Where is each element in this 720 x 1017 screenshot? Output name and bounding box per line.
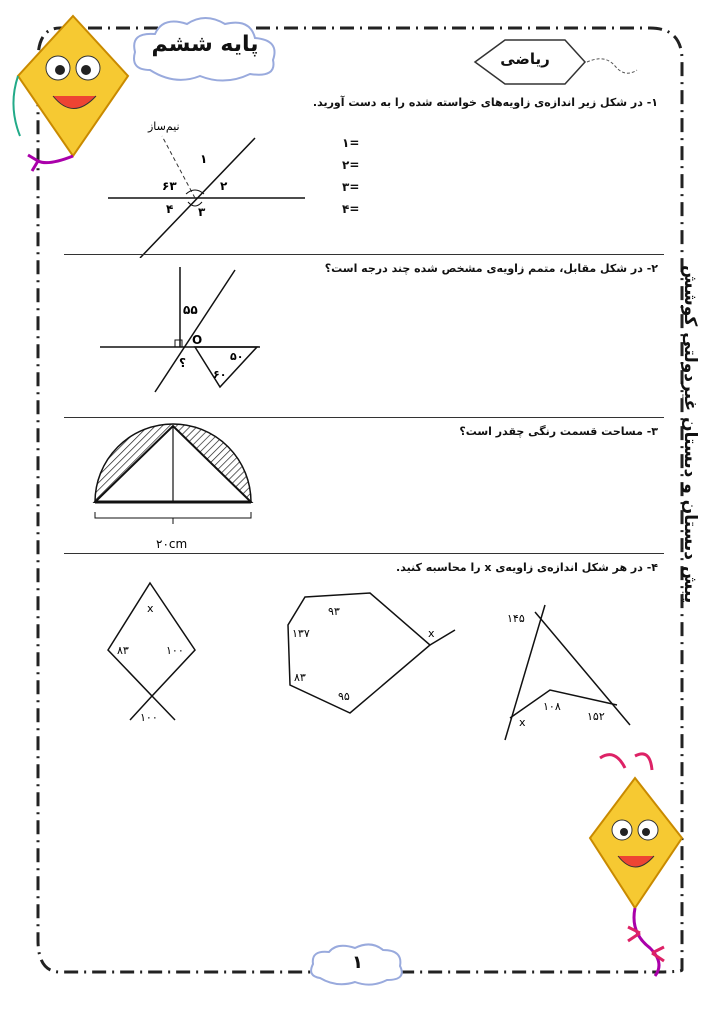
q1-answer-4: ۴= (342, 202, 360, 216)
q4b-angle-83: ۸۳ (294, 671, 306, 684)
q4b-angle-137: ۱۳۷ (292, 627, 310, 640)
q4a-unknown: x (147, 602, 154, 615)
q1-angle-63: ۶۳ (162, 179, 177, 193)
q4a-angle-100-right: ۱۰۰ (166, 644, 184, 657)
separator-2 (64, 417, 664, 418)
q4c-angle-108: ۱۰۸ (543, 700, 561, 713)
q4b-angle-95: ۹۵ (338, 690, 350, 703)
q2-figure (95, 262, 275, 402)
q4b-angle-93: ۹۳ (328, 605, 340, 618)
q4c-angle-152: ۱۵۲ (587, 710, 605, 723)
q4-figure-b (280, 585, 460, 715)
q1-label-bisector: نیم‌ساز (148, 120, 180, 133)
q3-dimension: ۲۰cm (156, 537, 188, 551)
q3-text: ۳- مساحت قسمت رنگی چقدر است؟ (459, 425, 658, 438)
q1-answer-1: ۱= (342, 136, 360, 150)
q2-angle-55: ۵۵ (183, 303, 198, 317)
q2-angle-60: ۶۰ (213, 368, 227, 381)
q4-figure-c (495, 600, 635, 745)
page-number: ۱ (352, 952, 363, 973)
q1-label-1: ۱ (200, 152, 208, 166)
q1-label-4: ۴ (166, 202, 174, 216)
q1-figure (100, 118, 320, 258)
q4-text: ۴- در هر شکل اندازه‌ی زاویه‌ی x را محاسبه کنید. (396, 561, 658, 574)
q2-angle-50: ۵۰ (230, 350, 244, 363)
q1-answer-3: ۳= (342, 180, 360, 194)
q1-answer-2: ۲= (342, 158, 360, 172)
subject-label: ریاضی (500, 50, 550, 68)
kite-mascot-bottom (580, 748, 690, 978)
separator-3 (64, 553, 664, 554)
school-name: پیش دبستان و دبستان غیردولتی کوشش (680, 265, 700, 604)
q1-label-3: ۳ (198, 205, 206, 219)
q4a-angle-100-bottom: ۱۰۰ (140, 711, 158, 724)
q4b-unknown: x (428, 627, 435, 640)
q3-figure (90, 420, 260, 555)
q1-label-2: ۲ (220, 179, 228, 193)
q2-text: ۲- در شکل مقابل، متمم زاویه‌ی مشخص شده چند درجه است؟ (324, 262, 658, 275)
q4c-unknown: x (519, 716, 526, 729)
separator-1 (64, 254, 664, 255)
q1-answers (342, 132, 359, 220)
q4a-angle-83: ۸۳ (117, 644, 129, 657)
q2-point-o: O (192, 333, 203, 347)
q4-figure-a (100, 578, 210, 728)
q4c-angle-145: ۱۴۵ (507, 612, 525, 625)
q2-unknown: ؟ (179, 356, 186, 370)
grade-title: پایه ششم (151, 32, 259, 57)
q1-text: ۱- در شکل زیر اندازه‌ی زاویه‌های خواسته شده را به دست آورید. (312, 96, 658, 109)
